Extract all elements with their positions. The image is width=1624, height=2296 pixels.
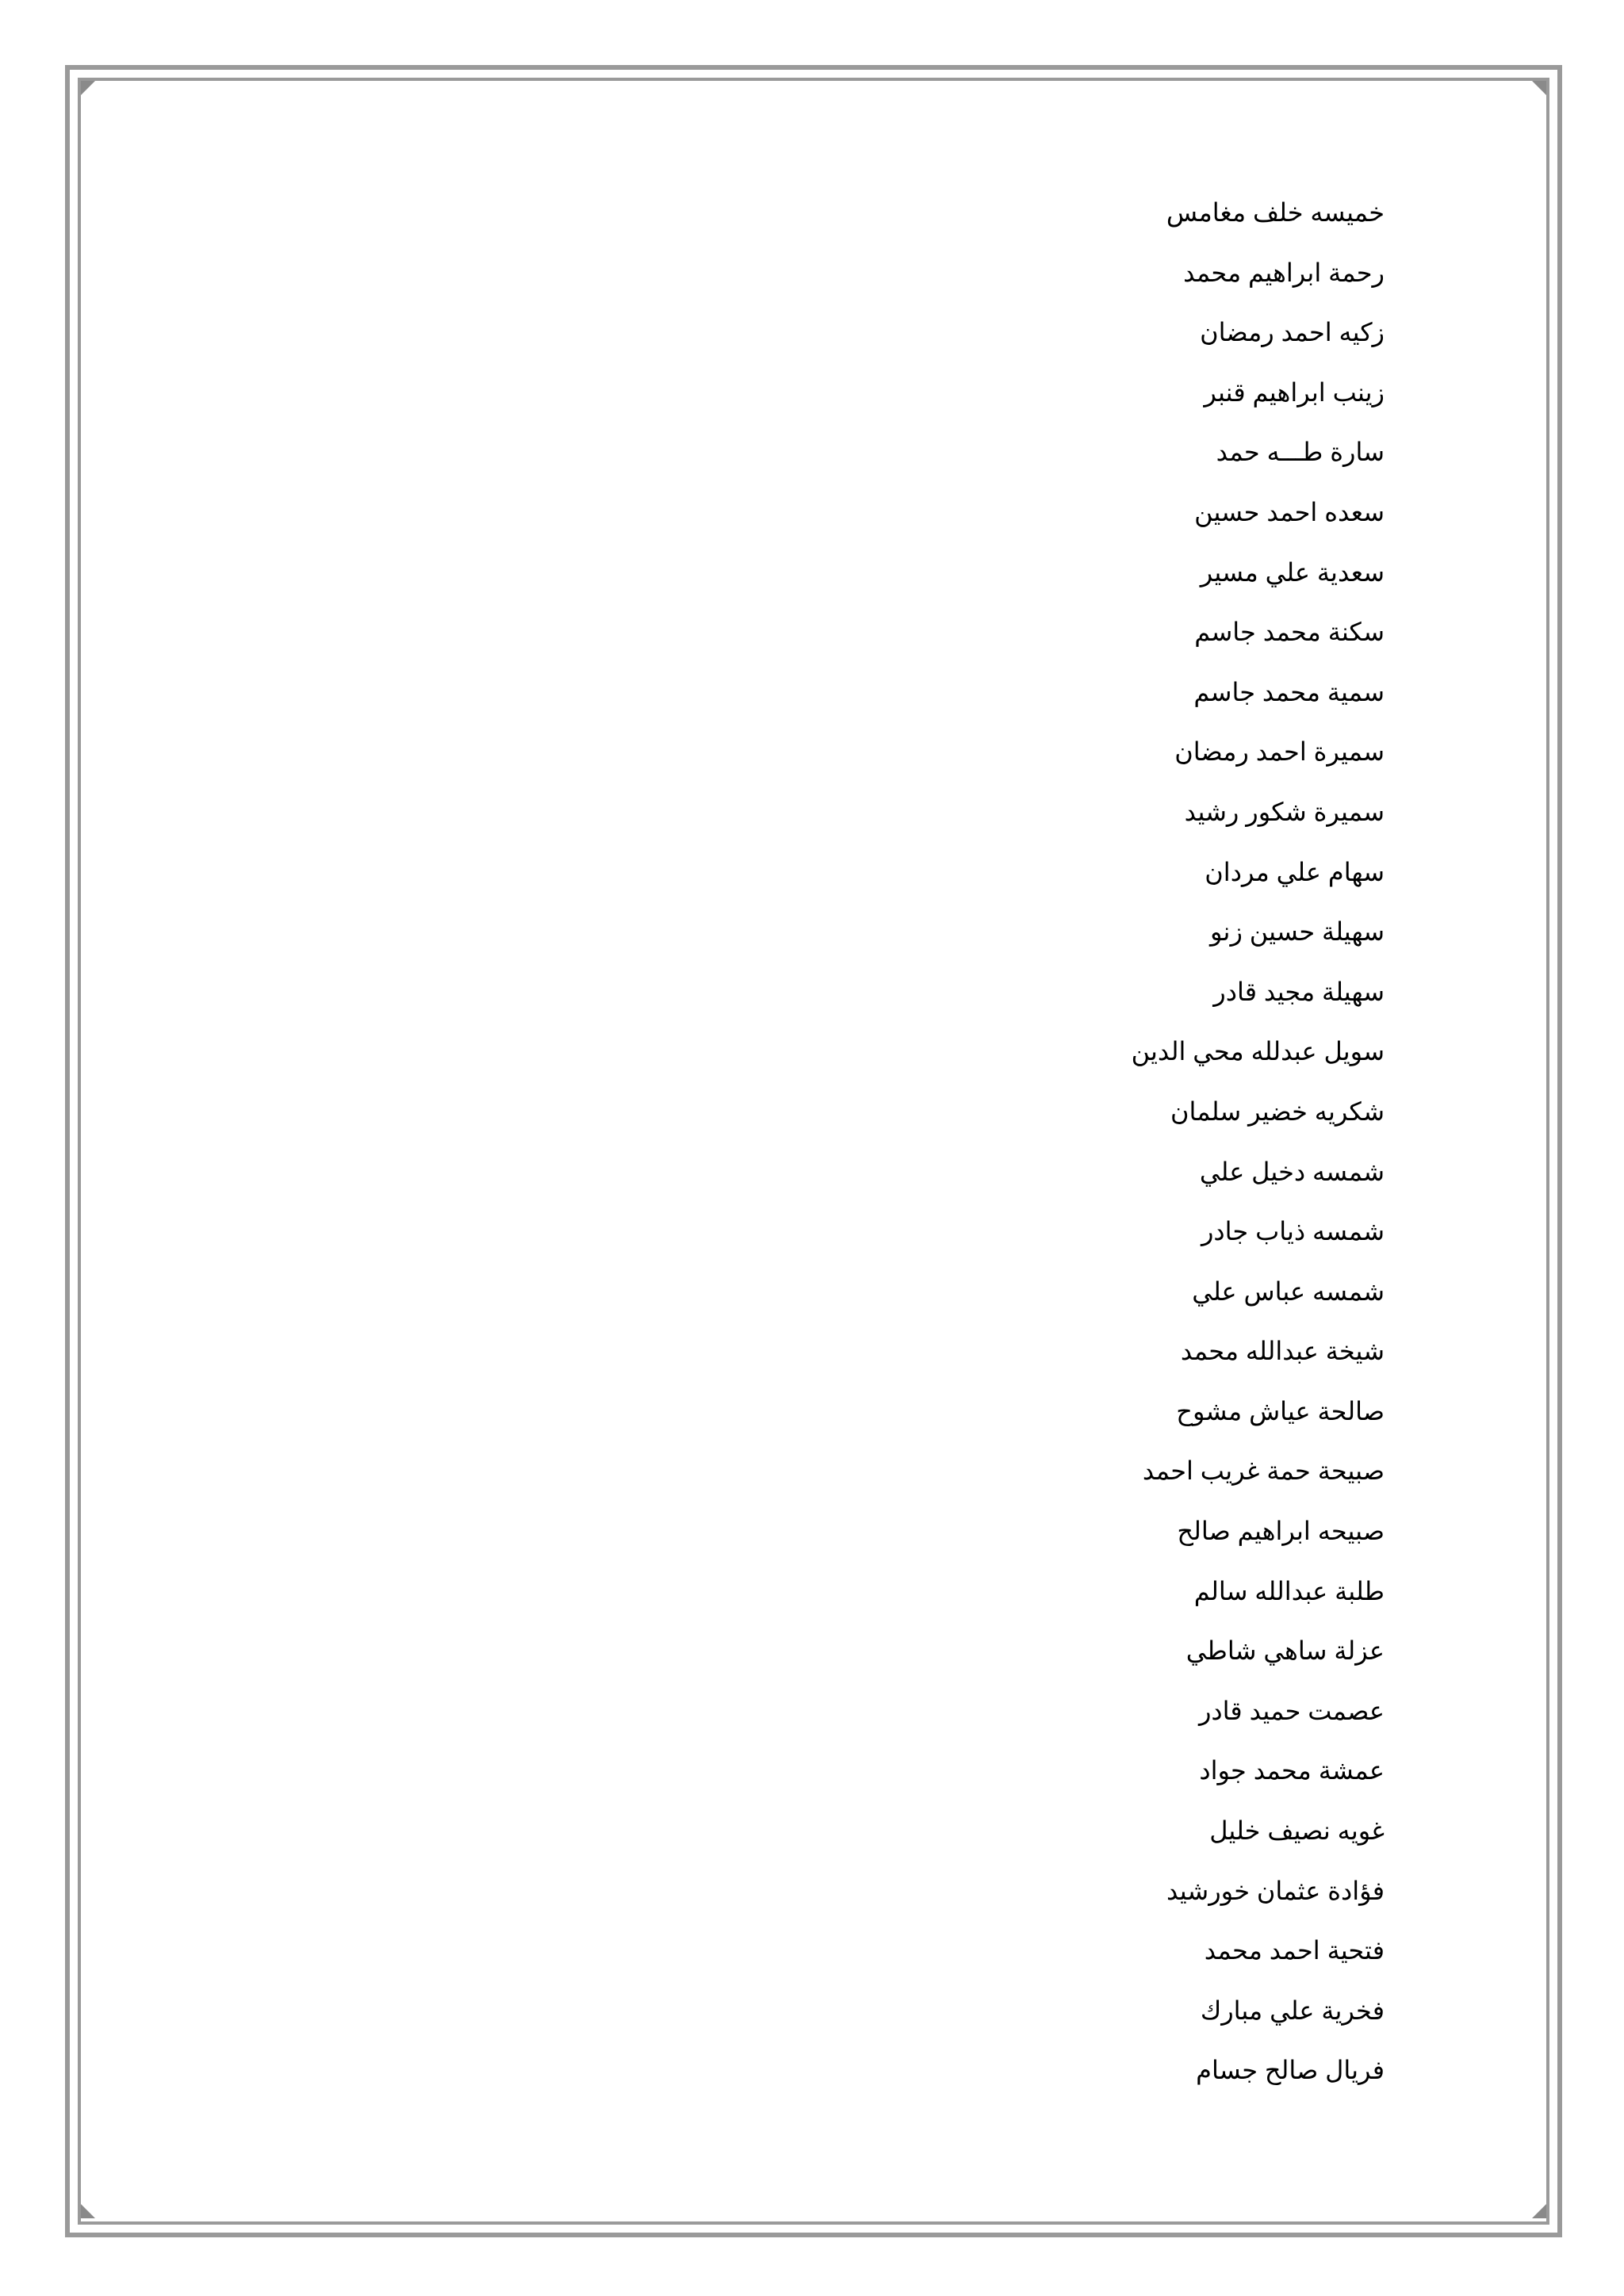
corner-ornament-bottom-right	[1532, 2204, 1546, 2218]
list-item: عمشة محمد جواد	[1199, 1756, 1385, 1785]
list-item: سعده احمد حسين	[1194, 497, 1385, 526]
list-item: طلبة عبدالله سالم	[1193, 1576, 1385, 1605]
list-item: سمية محمد جاسم	[1193, 677, 1385, 706]
list-item: صالحة عياش مشوح	[1176, 1396, 1385, 1425]
list-item: صبيحه ابراهيم صالح	[1177, 1517, 1385, 1546]
list-item: سعدية علي مسير	[1200, 557, 1385, 587]
list-item: سهيلة مجيد قادر	[1213, 977, 1385, 1006]
corner-ornament-top-right	[1532, 81, 1546, 95]
list-item: شمسه عباس علي	[1192, 1276, 1385, 1306]
list-item: سميرة شكور رشيد	[1184, 797, 1385, 826]
list-item: صبيحة حمة غريب احمد	[1142, 1456, 1385, 1486]
list-item: فخرية علي مبارك	[1200, 1996, 1385, 2025]
list-item: شيخة عبدالله محمد	[1180, 1337, 1385, 1366]
list-item: شمسه دخيل علي	[1199, 1157, 1385, 1186]
list-item: سويل عبدلله محي الدين	[1131, 1037, 1385, 1066]
names-list	[1132, 189, 1385, 2107]
list-item: فريال صالح جسام	[1196, 2056, 1385, 2085]
list-item: فؤادة عثمان خورشيد	[1166, 1876, 1385, 1905]
list-item: زينب ابراهيم قنبر	[1204, 377, 1385, 407]
list-item: سهيلة حسين زنو	[1210, 917, 1385, 947]
list-item: شمسه ذياب جادر	[1201, 1217, 1385, 1246]
list-item: شكريه خضير سلمان	[1170, 1096, 1385, 1126]
list-item: سكنة محمد جاسم	[1194, 618, 1385, 647]
list-item: خميسه خلف مغامس	[1166, 198, 1385, 227]
list-item: غويه نصيف خليل	[1209, 1816, 1385, 1846]
corner-ornament-top-left	[81, 81, 95, 95]
list-item: عصمت حميد قادر	[1198, 1696, 1385, 1725]
list-item: فتحية احمد محمد	[1204, 1936, 1385, 1965]
list-item: رحمة ابراهيم محمد	[1183, 258, 1385, 287]
list-item: زكيه احمد رمضان	[1200, 318, 1385, 347]
list-item: سهام علي مردان	[1205, 857, 1385, 886]
list-item: سميرة احمد رمضان	[1174, 737, 1385, 767]
corner-ornament-bottom-left	[81, 2204, 95, 2218]
list-item: سارة طـــه حمد	[1216, 438, 1385, 467]
list-item: عزلة ساهي شاطي	[1185, 1636, 1385, 1666]
